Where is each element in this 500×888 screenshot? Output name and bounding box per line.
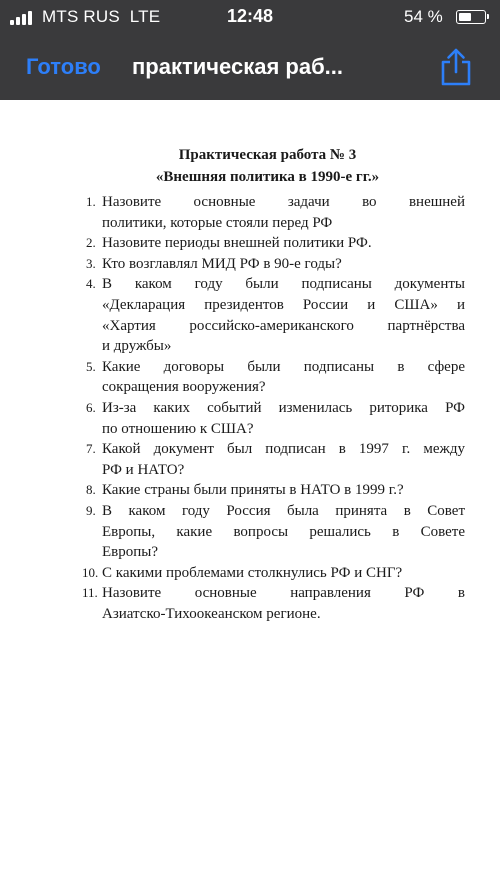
question-text-line: Европы, какие вопросы решались в Совете — [102, 523, 465, 540]
doc-heading-line1: Практическая работа № 3 — [178, 147, 357, 163]
question-text-line: по отношению к США? — [102, 420, 254, 437]
question-text-line: Из-за каких событий изменилась риторика РФ — [102, 400, 465, 416]
question-number: 10. — [82, 564, 99, 580]
question-text-line: С какими проблемами столкнулись РФ и СНГ? — [102, 564, 403, 581]
network-type: LTE — [129, 7, 161, 26]
document-page — [0, 100, 500, 888]
question-number: 4. — [86, 276, 96, 292]
question-text-line: Кто возглавлял МИД РФ в 90-е годы? — [102, 255, 342, 272]
clock: 12:48 — [226, 6, 274, 26]
question-text-line: Назовите периоды внешней политики РФ. — [102, 235, 372, 252]
status-bar — [0, 0, 500, 36]
battery-icon — [456, 10, 486, 24]
question-text-line: Назовите основные направления РФ в — [102, 585, 465, 602]
done-button[interactable]: Готово — [26, 54, 101, 79]
question-text-line: и дружбы» — [102, 338, 172, 355]
nav-bar — [0, 36, 500, 100]
carrier-name: MTS RUS — [42, 7, 120, 26]
doc-heading-line2: «Внешняя политика в 1990-е гг.» — [155, 169, 380, 185]
question-number: 7. — [86, 441, 96, 457]
question-text-line: В каком году были подписаны документы — [102, 276, 465, 293]
share-button[interactable] — [436, 44, 476, 88]
question-text-line: «Хартия российско-американского партнёрства — [102, 317, 465, 334]
question-number: 2. — [86, 235, 96, 251]
question-text-line: В каком году Россия была принята в Совет — [102, 503, 465, 519]
question-number: 1. — [86, 194, 96, 209]
battery-percent: 54 % — [404, 7, 443, 26]
question-number: 5. — [86, 358, 96, 374]
question-text-line: РФ и НАТО? — [102, 461, 185, 478]
question-text-line: Назовите основные задачи во внешней — [102, 194, 465, 210]
battery-fill — [459, 13, 471, 21]
question-text-line: сокращения вооружения? — [102, 379, 266, 396]
question-number: 3. — [86, 255, 96, 271]
question-number: 9. — [86, 503, 96, 518]
question-text-line: Какой документ был подписан в 1997 г. между — [102, 441, 465, 458]
question-number: 6. — [86, 400, 96, 415]
question-text-line: Европы? — [102, 544, 159, 561]
question-text-line: «Декларация президентов России и США» и — [102, 297, 465, 313]
document-title: практическая раб... — [132, 54, 344, 79]
question-number: 11. — [82, 585, 98, 601]
question-text-line: Какие договоры были подписаны в сфере — [102, 358, 465, 375]
share-icon — [436, 44, 476, 88]
question-number: 8. — [86, 482, 96, 498]
question-text-line: политики, которые стояли перед РФ — [102, 214, 333, 231]
question-text-line: Какие страны были приняты в НАТО в 1999 г.? — [102, 482, 404, 499]
question-text-line: Азиатско-Тихоокеанском регионе. — [102, 606, 321, 622]
